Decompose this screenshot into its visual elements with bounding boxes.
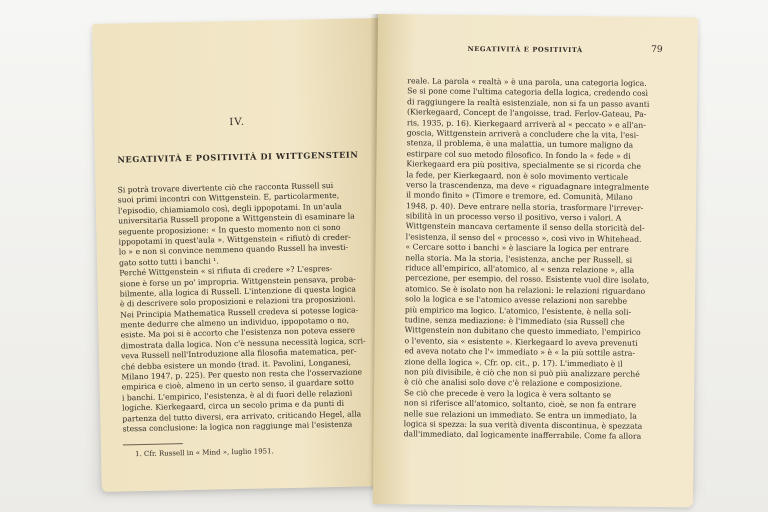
footnote-divider [123,443,183,445]
text-line: l'episodio, chiamiamolo così, degli ippopotami. In un'aula [117,201,342,216]
right-page-body [404,76,680,443]
text-line: dimostrata dalla logica. Non c'è nessuna necessità logica, scri- [120,336,366,351]
footnote: 1. Cfr. Russell in « Mind », luglio 1951. [134,447,274,459]
right-page [373,14,698,507]
text-line: 1948, p. 40). Deve entrare nella storia, trasformare l'irrever- [405,200,644,213]
text-line: è di descrivere solo proposizioni e relazioni tra proposizioni. [119,294,356,309]
text-line: Se si pone come l'ultima categoria della logica, credendo così [407,86,649,99]
text-line: stessa conclusione: la logica non raggiunge mai l'esistenza [122,419,353,434]
chapter-title: NEGATIVITÀ E POSITIVITÀ DI WITTGENSTEIN [117,149,359,165]
left-page [92,18,388,492]
text-line: empirica e cioè, almeno in un certo senso, il guardare sotto [121,378,354,392]
text-line: Wittgenstein non dubitano che questo immediato, l'empirico [404,325,641,338]
left-page-body [117,180,369,434]
text-line: tudine, senza mediazione: è l'immediato (sia Russell che [404,315,625,327]
text-line: « Cercare sotto i banchi » è lasciare la logica per entrare [405,242,629,254]
text-line: il mondo finito » (Timore e tremore, ed. Comunità, Milano [406,190,633,202]
text-line: nella storia. Ma la storia, l'esistenza, anche per Russell, si [405,252,633,265]
text-line: è ciò che analisi solo dove c'è relazione e composizione. [404,377,623,389]
text-line: sione è forse un po' impropria. Wittgenstein pensava, proba- [119,274,356,288]
text-line: di raggiungere la realtà esistenziale, non si fa un passo avanti [407,97,650,109]
text-line: esiste. Ma poi si è accorto che l'esistenza non poteva essere [120,326,356,340]
text-line: Si potrà trovare divertente ciò che racconta Russell sui [117,180,334,195]
text-line: ché debba esistere un mondo (trad. it. Pavolini, Longanesi, [121,357,352,372]
chapter-number: IV. [229,116,246,129]
text-line: logiche. Kierkegaard, circa un secolo prima e da punti di [122,399,345,413]
text-line: goscia, Wittgenstein arriverà a concludere che la vita, l'esi- [406,128,639,140]
text-line: veva Russell nell'Introduzione alla filosofia matematica, per- [120,346,357,361]
text-line: estirpare col suo metodo filosofico. In fondo la « fede » di [406,149,631,161]
text-line: Milano 1947, p. 225). Per questo non resta che l'osservazione [121,367,363,382]
text-line: Wittgenstein mancava certamente il senso della storicità del- [405,221,645,234]
text-line: più empirico ma logico. L'atomico, l'esistente, è nella soli- [404,304,632,317]
page-number: 79 [651,44,663,55]
text-line: riduce all'empirico, all'atomico, al « senza relazione », alla [405,263,635,275]
text-line: lo » e non si convince nemmeno quando Russell ha investi- [118,243,349,257]
text-line: i banchi. L'empirico, l'esistenza, è al di fuori delle relazioni [121,388,353,403]
text-line: sibilità in un processo verso il positivo, verso i valori. A [405,211,622,223]
text-line: nelle sue relazioni un immediato. Se entra un immediato, la [403,408,637,421]
text-line: logica si spezza: la sua verità diventa discontinua, è spezzata [403,419,643,431]
text-line: gato sotto tutti i banchi ¹. [118,256,219,268]
text-line: ippopotami in quest'aula ». Wittgenstein « rifiutò di creder- [118,232,351,247]
text-line: Perché Wittgenstein « si rifiuta di credere »? L'espres- [119,264,333,278]
text-line: (Kierkegaard, Concept de l'angoisse, trad. Ferlov-Gateau, Pa- [406,107,647,119]
text-line: stenza, il problema, è una malattia, un tumore maligno da [406,138,634,151]
text-line: percezione, per esempio, del rosso. Esistente vuol dire isolato, [405,273,650,286]
text-line: verso la trascendenza, ma deve « riguadagnare integralmente [406,180,649,192]
text-line: o l'evento, sia « esistente ». Kierkegaard lo aveva prevenuti [404,336,638,348]
text-line: mente dedurre che almeno un individuo, ippopotamo o no, [120,315,350,330]
text-line: ris, 1935, p. 16). Kierkegaard arriverà al « peccato » e all'an- [406,117,646,130]
text-line: universitaria Russell propone a Wittgenstein di esaminare la [118,211,355,226]
text-line: partenza del tutto diversi, era arrivato, criticando Hegel, alla [122,409,362,424]
text-line: l'esistenza, il senso del « processo », così vivo in Whitehead. [405,232,642,244]
text-line: ed aveva notato che l'« immediato » è « la più sottile astra- [404,346,636,358]
text-line: atomico. Se è isolato non ha relazioni: le relazioni riguardano [405,284,646,296]
text-line: bilmente, alla logica di Russell. L'intenzione di questa logica [119,284,357,299]
text-line: solo la logica e se l'atomico avesse relazioni non sarebbe [404,294,628,306]
text-line: la fede, per Kierkegaard, non è solo movimento verticale [406,169,629,182]
text-line: Kierkegaard era più positiva, specialmente se si ricorda che [406,159,641,171]
text-line: non si riferisce all'atomico, soltanto, cioè, se non fa entrare [403,398,637,410]
text-line: zione della logica ». Cfr. op. cit., p. 17). L'immediato è il [404,356,623,369]
text-line: Se ciò che precede è vero la logica è vera soltanto se [403,388,612,400]
text-line: dall'immediato, dal logicamente inafferrabile. Come fa allora [403,429,642,442]
text-line: Nei Principia Mathematica Russell credeva si potesse logica- [120,305,359,320]
text-line: non più divisibile, è ciò che non si può più analizzare perché [404,367,640,379]
text-line: reale. La parola « realtà » è una parola, una categoria logica. [407,76,647,88]
text-line: suoi primi incontri con Wittgenstein. E, particolarmente, [117,191,340,205]
text-line: seguente proposizione: « In questo momento non ci sono [118,222,341,237]
running-header: NEGATIVITÀ E POSITIVITÀ [467,44,583,55]
